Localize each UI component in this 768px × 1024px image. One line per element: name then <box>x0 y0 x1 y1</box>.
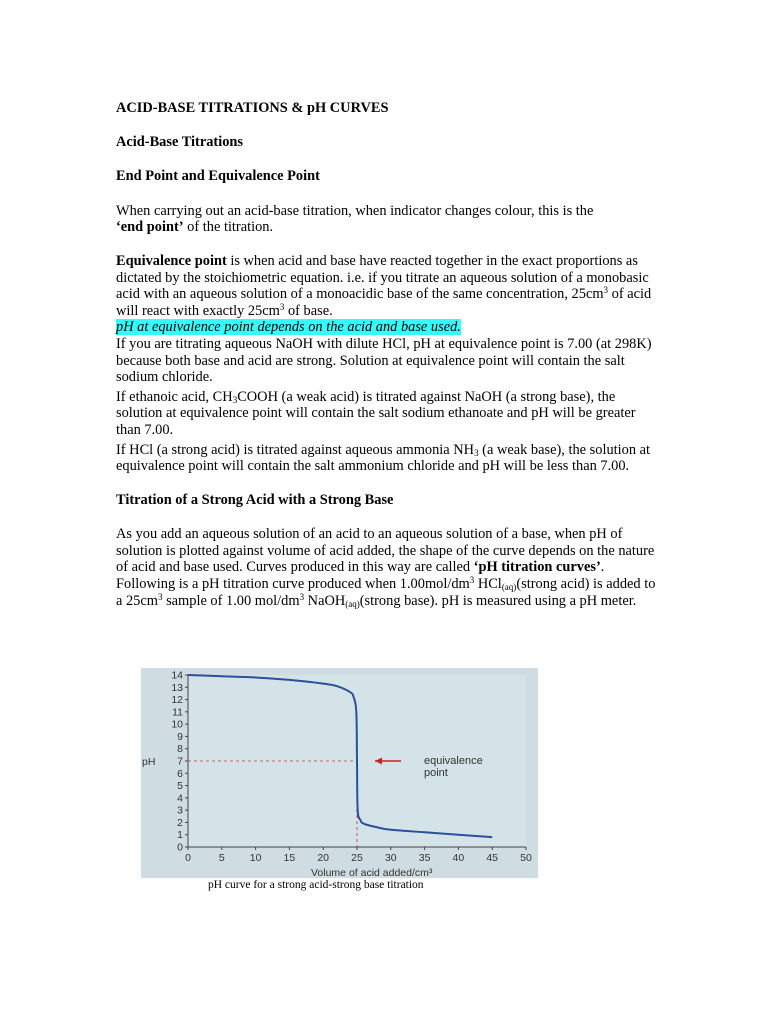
term-end-point: ‘end point’ <box>116 219 184 236</box>
text-run: sample of 1.00 mol/dm <box>162 592 300 609</box>
y-tick-label: 14 <box>171 669 183 682</box>
y-tick-label: 12 <box>171 694 183 707</box>
highlight-text: pH at equivalence point depends on the acid and base used. <box>116 319 461 336</box>
text-run: is when acid and base have reacted together in the exact proportions as dictated by the stoichiometric equation. i.e. if you titrate an aqueous solution of a monobasic acid with an aqueous solution of a monoacidic base of the same concentration, 25cm <box>116 252 649 303</box>
y-tick-label: 10 <box>171 718 183 731</box>
y-tick-label: 8 <box>177 743 183 756</box>
term-ph-titration-curves: ‘pH titration curves’ <box>473 559 601 576</box>
y-axis-label: pH <box>142 756 156 768</box>
text-run: Following is a pH titration curve produced when 1.00mol/dm <box>116 576 470 593</box>
x-tick-label: 40 <box>452 852 465 864</box>
text-run: If HCl (a strong acid) is titrated against aqueous ammonia NH <box>116 441 475 458</box>
text-run: HCl <box>474 576 502 593</box>
y-tick-label: 4 <box>177 792 183 805</box>
paragraph-ethanoic-acid <box>116 389 656 439</box>
x-tick-label: 50 <box>520 852 532 864</box>
text-run: (strong base). pH is measured using a pH meter. <box>359 592 637 609</box>
text-run: COOH (a weak acid) is titrated against NaOH (a strong base), the solution at equivalence point will contain the salt sodium ethanoate and pH will be greater than 7.00. <box>116 388 636 438</box>
paragraph-following <box>116 576 656 609</box>
superscript: 3 <box>469 575 475 586</box>
ph-curve-chart <box>141 668 538 878</box>
x-tick-label: 10 <box>249 852 262 864</box>
y-tick-label: 0 <box>177 841 183 854</box>
paragraph-titration-curves <box>116 526 656 576</box>
paragraph-naoh-hcl: If you are titrating aqueous NaOH with dilute HCl, pH at equivalence point is 7.00 (at 298K) because both base and acid are strong. Solution at equivalence point will contain the salt sodium chloride. <box>116 335 652 386</box>
x-tick-label: 5 <box>218 852 225 864</box>
text-run: NaOH <box>304 592 346 609</box>
y-tick-label: 11 <box>172 706 183 719</box>
x-tick-label: 45 <box>486 852 499 864</box>
text-run: When carrying out an acid-base titration, when indicator changes colour, this is the <box>116 202 594 219</box>
x-tick-label: 20 <box>317 852 330 864</box>
paragraph-ammonia <box>116 442 656 475</box>
x-tick-label: 30 <box>384 852 397 864</box>
text-run: . <box>600 559 605 576</box>
y-tick-label: 1 <box>177 829 183 842</box>
heading-acid-base-titrations: Acid-Base Titrations <box>116 133 243 150</box>
highlighted-statement <box>116 319 656 336</box>
figure-caption: pH curve for a strong acid-strong base titration <box>208 879 424 891</box>
subscript: (aq) <box>501 582 517 593</box>
x-tick-label: 15 <box>283 852 296 864</box>
y-tick-label: 7 <box>177 755 183 768</box>
heading-end-point: End Point and Equivalence Point <box>116 168 320 185</box>
subscript: 3 <box>232 394 238 405</box>
document-title: ACID-BASE TITRATIONS & pH CURVES <box>116 100 389 116</box>
y-tick-label: 9 <box>177 730 183 743</box>
y-tick-label: 5 <box>177 780 183 793</box>
subscript: (aq) <box>345 598 360 609</box>
text-run: As you add an aqueous solution of an acid to an aqueous solution of a base, when pH of solution is plotted against volume of acid added, the shape of the curve depends on the nature of acid and base used. Curves produced in this way are called <box>116 526 655 576</box>
text-run: If ethanoic acid, CH <box>116 388 233 405</box>
superscript: 3 <box>157 591 163 602</box>
ph-curve-figure <box>141 668 538 878</box>
text-run: of base. <box>284 302 333 319</box>
superscript: 3 <box>279 301 285 312</box>
text-run: (a weak base), the solution at equivalence point will contain the salt ammonium chloride and pH will be less than 7.00. <box>116 441 651 475</box>
document-body <box>116 100 656 609</box>
x-tick-label: 0 <box>185 852 191 864</box>
y-tick-label: 3 <box>177 804 183 817</box>
subscript: 3 <box>474 447 479 458</box>
paragraph-equivalence <box>116 253 656 319</box>
y-tick-label: 2 <box>177 816 183 829</box>
x-tick-label: 35 <box>418 852 431 864</box>
text-run: of acid will react with exactly 25cm <box>116 286 652 319</box>
term-equivalence-point: Equivalence point <box>116 252 227 269</box>
x-axis-label: Volume of acid added/cm³ <box>311 867 433 878</box>
text-run: (strong acid) is added to a 25cm <box>116 576 656 609</box>
superscript: 3 <box>603 285 609 296</box>
heading-strong-acid-strong-base: Titration of a Strong Acid with a Strong Base <box>116 491 394 508</box>
y-tick-label: 6 <box>177 767 183 780</box>
y-tick-label: 13 <box>171 681 183 694</box>
annotation-point: point <box>424 767 448 779</box>
paragraph-end-point <box>116 203 656 236</box>
superscript: 3 <box>299 591 305 602</box>
x-tick-label: 25 <box>351 852 363 864</box>
text-run: of the titration. <box>183 219 274 236</box>
annotation-equivalence: equivalence <box>424 755 483 767</box>
